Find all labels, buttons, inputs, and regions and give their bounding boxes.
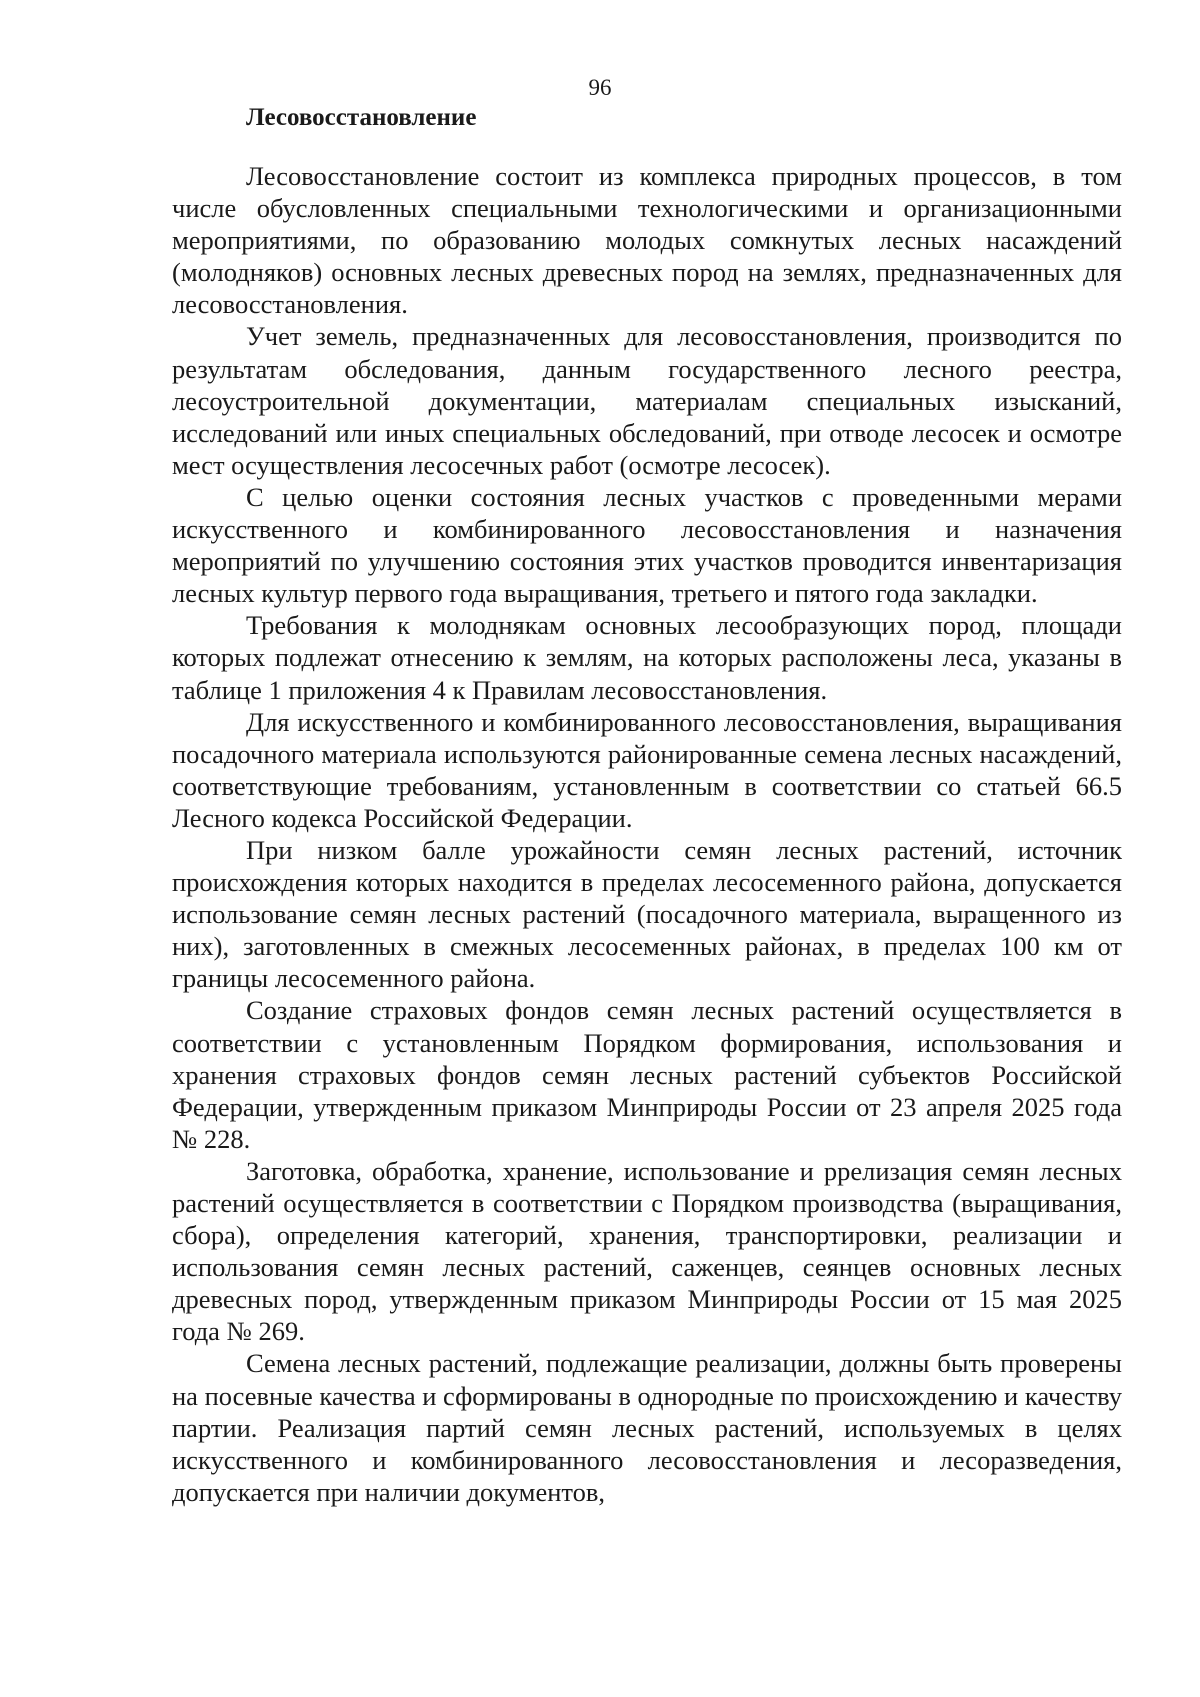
page-content xyxy=(172,102,1122,1508)
paragraph-5: Для искусственного и комбинированного лесовосстановления, выращивания посадочного материала используются районированные семена лесных насаждений, соответствующие требованиям, установленным в соответствии со статьей 66.5 Лесного кодекса Российской Федерации. xyxy=(172,706,1122,833)
section-heading: Лесовосстановление xyxy=(246,104,477,131)
paragraph-3: С целью оценки состояния лесных участков с проведенными мерами искусственного и комбинированного лесовосстановления и назначения мероприятий по улучшению состояния этих участков проводится инвентаризация лесных культур первого года выращивания, третьего и пятого года закладки. xyxy=(172,481,1122,609)
page-number: 96 xyxy=(588,75,612,100)
paragraph-2: Учет земель, предназначенных для лесовосстановления, производится по результатам обследования, данным государственного лесного реестра, лесоустроительной документации, материалам специальных изысканий, исследований или иных специальных обследований, при отводе лесосек и осмотре мест осуществления лесосечных работ (осмотре лесосек). xyxy=(172,321,1122,480)
paragraph-7: Создание страховых фондов семян лесных растений осуществляется в соответствии с установленным Порядком формирования, использования и хранения страховых фондов семян лесных растений субъектов Российской Федерации, утвержденным приказом Минприроды России от 23 апреля 2025 года № 228. xyxy=(172,995,1122,1154)
paragraph-4: Требования к молоднякам основных лесообразующих пород, площади которых подлежат отнесению к землям, на которых расположены леса, указаны в таблице 1 приложения 4 к Правилам лесовосстановления. xyxy=(172,610,1122,705)
paragraph-9: Семена лесных растений, подлежащие реализации, должны быть проверены на посевные качества и сформированы в однородные по происхождению и качеству партии. Реализация партий семян лесных растений, используемых в целях искусственного и комбинированного лесовосстановления и лесоразведения, допускается при наличии документов, xyxy=(172,1348,1122,1507)
paragraph-8: Заготовка, обработка, хранение, использование и ррелизация семян лесных растений осуществляется в соответствии с Порядком производства (выращивания, сбора), определения категорий, хранения, транспортировки, реализации и использования семян лесных растений, саженцев, сеянцев основных лесных древесных пород, утвержденным приказом Минприроды России от 15 мая 2025 года № 269. xyxy=(172,1155,1122,1347)
paragraph-1: Лесовосстановление состоит из комплекса природных процессов, в том числе обусловленных специальными технологическими и организационными мероприятиями, по образованию молодых сомкнутых лесных насаждений (молодняков) основных лесных древесных пород на землях, предназначенных для лесовосстановления. xyxy=(172,161,1122,320)
paragraph-6: При низком балле урожайности семян лесных растений, источник происхождения которых находится в пределах лесосеменного района, допускается использование семян лесных растений (посадочного материала, выращенного из них), заготовленных в смежных лесосеменных районах, в пределах 100 км от границы лесосеменного района. xyxy=(172,834,1122,994)
